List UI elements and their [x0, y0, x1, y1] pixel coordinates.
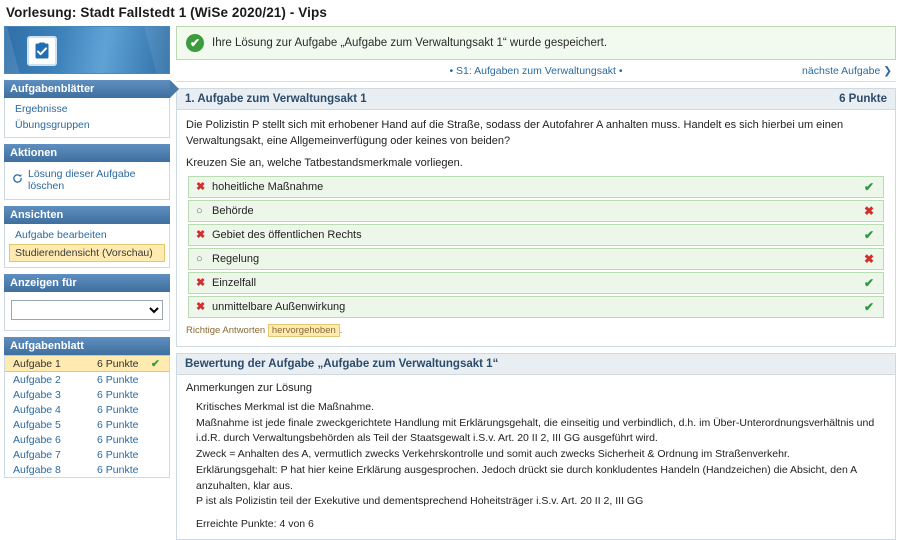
page-title: Vorlesung: Stadt Fallstedt 1 (WiSe 2020/21) - Vips	[6, 5, 327, 20]
success-alert-text: Ihre Lösung zur Aufgabe „Aufgabe zum Verwaltungsakt 1“ wurde gespeichert.	[212, 37, 608, 49]
assignment-name: Aufgabe 1	[13, 357, 61, 370]
answer-option[interactable]	[188, 296, 884, 318]
answer-label: Regelung	[212, 252, 260, 265]
assignment-points: 6 Punkte	[97, 373, 139, 386]
task-points: 6 Punkte	[839, 93, 887, 105]
sidebar-item-ergebnisse[interactable]: Ergebnisse	[15, 103, 68, 115]
evaluation-line: Zweck = Anhalten des A, vermutlich zwecks Verkehrskontrolle und somit auch zwecks Sicherheit & Ordnung im Straßenverkehr.	[196, 448, 790, 461]
assignment-name: Aufgabe 5	[13, 418, 61, 431]
correct-icon: ✔	[863, 299, 875, 314]
incorrect-icon: ✖	[863, 251, 875, 266]
checkbox-checked-icon[interactable]: ✖	[196, 181, 206, 194]
sidebar-section-sheets-header: Aufgabenblätter	[4, 80, 170, 98]
answer-label: hoheitliche Maßnahme	[212, 180, 324, 193]
checkbox-unchecked-icon[interactable]: ○	[196, 252, 203, 265]
answer-label: Gebiet des öffentlichen Rechts	[212, 228, 362, 241]
assignment-sheet-link[interactable]: • S1: Aufgaben zum Verwaltungsakt •	[449, 65, 623, 77]
list-item[interactable]	[5, 387, 169, 402]
assignment-name: Aufgabe 2	[13, 373, 61, 386]
assignment-name: Aufgabe 7	[13, 448, 61, 461]
task-instruction: Kreuzen Sie an, welche Tatbestandsmerkmale vorliegen.	[186, 156, 463, 169]
delete-solution-button[interactable]	[5, 165, 169, 195]
assignment-name: Aufgabe 3	[13, 388, 61, 401]
list-item[interactable]	[5, 432, 169, 447]
evaluation-subtitle: Anmerkungen zur Lösung	[186, 381, 312, 394]
evaluation-score: Erreichte Punkte: 4 von 6	[196, 518, 314, 531]
task-header	[176, 88, 896, 110]
task-body	[176, 110, 896, 347]
answer-label: unmittelbare Außenwirkung	[212, 300, 346, 313]
incorrect-icon: ✖	[863, 203, 875, 218]
answer-option[interactable]	[188, 248, 884, 270]
next-task-link[interactable]: nächste Aufgabe ❯	[802, 65, 892, 77]
refresh-icon	[12, 173, 23, 187]
list-item[interactable]	[5, 417, 169, 432]
sidebar-section-displayfor	[4, 292, 170, 331]
answer-options	[188, 176, 884, 318]
list-item[interactable]	[5, 462, 169, 477]
sidebar-section-views-header: Ansichten	[4, 206, 170, 224]
evaluation-line: Kritisches Merkmal ist die Maßnahme.	[196, 400, 374, 413]
legend-highlight: hervorgehoben	[268, 324, 340, 337]
checkbox-unchecked-icon[interactable]: ○	[196, 204, 203, 217]
legend-suffix: .	[339, 324, 343, 336]
page-layout	[0, 26, 900, 540]
clipboard-check-icon	[27, 36, 57, 66]
task-title: 1. Aufgabe zum Verwaltungsakt 1	[185, 93, 367, 105]
evaluation-title: Bewertung der Aufgabe „Aufgabe zum Verwaltungsakt 1“	[185, 357, 499, 370]
delete-solution-label: Lösung dieser Aufgabe löschen	[28, 168, 136, 192]
answer-option[interactable]	[188, 176, 884, 198]
evaluation-line: P ist als Polizistin teil der Exekutive und dementsprechend Hoheitsträger i.S.v. Art. 20 II 2, III GG	[196, 495, 644, 508]
evaluation-body	[176, 375, 896, 540]
correct-icon: ✔	[863, 179, 875, 194]
answer-option[interactable]	[188, 272, 884, 294]
list-item[interactable]	[5, 402, 169, 417]
checkbox-checked-icon[interactable]: ✖	[196, 301, 206, 314]
sidebar-section-actions-header: Aktionen	[4, 144, 170, 162]
correct-icon: ✔	[863, 227, 875, 242]
assignment-points: 6 Punkte	[97, 418, 139, 431]
sidebar-section-sheet-header: Aufgabenblatt	[4, 337, 170, 355]
legend-prefix: Richtige Antworten	[186, 324, 266, 336]
checkbox-checked-icon[interactable]: ✖	[196, 229, 206, 242]
answer-label: Behörde	[212, 204, 254, 217]
assignment-points: 6 Punkte	[97, 388, 139, 401]
sidebar-section-views	[4, 224, 170, 268]
sidebar-section-displayfor-header: Anzeigen für	[4, 274, 170, 292]
sidebar-item-aufgabe-bearbeiten[interactable]: Aufgabe bearbeiten	[15, 229, 107, 241]
list-item[interactable]	[5, 355, 169, 372]
assignment-points: 6 Punkte	[97, 357, 139, 370]
answer-label: Einzelfall	[212, 276, 257, 289]
check-circle-icon: ✔	[186, 34, 204, 52]
sidebar-section-actions	[4, 162, 170, 200]
main-content	[176, 26, 896, 540]
success-alert	[176, 26, 896, 60]
sidebar	[4, 26, 170, 478]
answer-option[interactable]	[188, 224, 884, 246]
answer-legend	[186, 325, 886, 336]
assignment-points: 6 Punkte	[97, 433, 139, 446]
assignment-name: Aufgabe 8	[13, 463, 61, 476]
assignment-name: Aufgabe 6	[13, 433, 61, 446]
checkbox-checked-icon[interactable]: ✖	[196, 277, 206, 290]
sidebar-item-studierendensicht[interactable]: Studierendensicht (Vorschau)	[9, 244, 165, 262]
list-item[interactable]	[5, 372, 169, 387]
list-item[interactable]	[5, 447, 169, 462]
assignment-points: 6 Punkte	[97, 403, 139, 416]
task-navbar	[176, 60, 896, 82]
check-icon: ✔	[151, 357, 160, 370]
sidebar-section-sheets	[4, 98, 170, 138]
course-banner	[4, 26, 170, 74]
evaluation-line: Erklärungsgehalt: P hat hier keine Erklärung ausgesprochen. Jedoch drückt sie durch konkludentes Handeln (Handzeichen) die Absicht, den A anzuhalten, klar aus.	[196, 463, 857, 492]
answer-option[interactable]	[188, 200, 884, 222]
assignment-points: 6 Punkte	[97, 463, 139, 476]
task-question: Die Polizistin P stellt sich mit erhobener Hand auf die Straße, sodass der Autofahrer A anhalten muss. Handelt es sich hierbei um einen Verwaltungsakt, eine Allgemeinverfügung oder keines von beiden?	[186, 119, 844, 147]
evaluation-header	[176, 353, 896, 375]
sidebar-item-uebungsgruppen[interactable]: Übungsgruppen	[15, 119, 90, 131]
display-for-select[interactable]	[11, 300, 163, 320]
assignment-list	[4, 355, 170, 478]
assignment-name: Aufgabe 4	[13, 403, 61, 416]
evaluation-comments	[186, 400, 886, 510]
assignment-points: 6 Punkte	[97, 448, 139, 461]
evaluation-line: Maßnahme ist jede finale zweckgerichtete Handlung mit Erklärungsgehalt, die einseitig und verbindlich, d.h. im Über-Unterordnungsverhältnis und i.d.R. durch Verwaltungsbehörden als Teil der Staatsgewalt i.S.v. Art. 20 II 2, III GG ausgeführt wird.	[196, 416, 875, 445]
correct-icon: ✔	[863, 275, 875, 290]
